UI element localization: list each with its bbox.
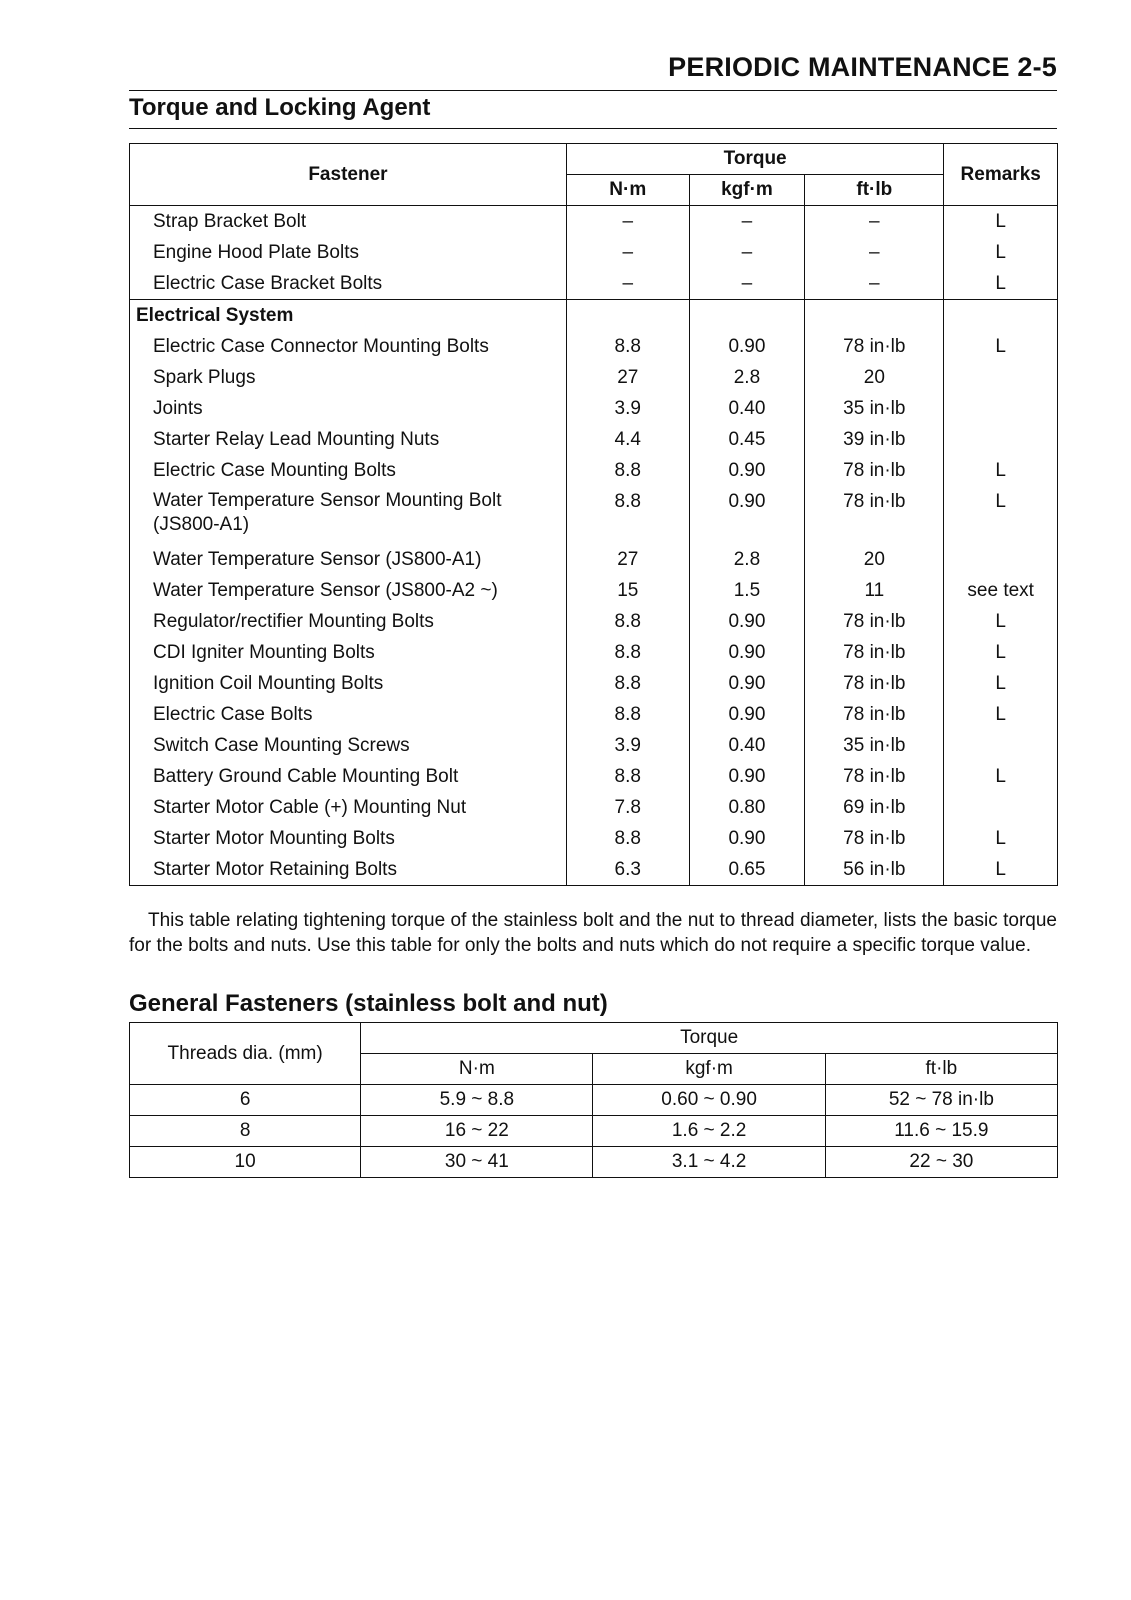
table-row <box>130 823 1058 854</box>
value-kgfm: 0.90 <box>689 455 805 486</box>
value-kgfm: 0.90 <box>689 331 805 362</box>
fastener-name: CDI Igniter Mounting Bolts <box>130 637 567 668</box>
value-ftlb: 22 ~ 30 <box>825 1147 1057 1178</box>
value-nm: 8.8 <box>566 699 689 730</box>
value-remarks: L <box>944 206 1058 238</box>
value-ftlb: 35 in·lb <box>805 393 944 424</box>
value-ftlb: – <box>805 206 944 238</box>
page-header <box>129 50 1057 91</box>
value-ftlb: 78 in·lb <box>805 486 944 544</box>
fastener-name: Ignition Coil Mounting Bolts <box>130 668 567 699</box>
value-remarks <box>944 393 1058 424</box>
general-fasteners-table <box>129 1022 1058 1178</box>
value-ftlb: 35 in·lb <box>805 730 944 761</box>
value-ftlb: 39 in·lb <box>805 424 944 455</box>
section-title: Torque and Locking Agent <box>129 92 1057 129</box>
value-kgfm: 0.90 <box>689 668 805 699</box>
value-nm: 16 ~ 22 <box>361 1116 593 1147</box>
fastener-name: Strap Bracket Bolt <box>130 206 567 238</box>
value-nm: 8.8 <box>566 823 689 854</box>
value-nm: 8.8 <box>566 486 689 544</box>
general-fasteners-title: General Fasteners (stainless bolt and nut) <box>129 990 608 1017</box>
table-row <box>130 1085 1058 1116</box>
value-nm: 30 ~ 41 <box>361 1147 593 1178</box>
value-remarks: L <box>944 455 1058 486</box>
table-row <box>130 792 1058 823</box>
value-nm: 27 <box>566 544 689 575</box>
value-kgfm: 0.90 <box>689 606 805 637</box>
fastener-name: Electric Case Bolts <box>130 699 567 730</box>
fastener-name: Starter Motor Cable (+) Mounting Nut <box>130 792 567 823</box>
value-nm: – <box>566 268 689 300</box>
table-row <box>130 331 1058 362</box>
fastener-name: Joints <box>130 393 567 424</box>
value-ftlb: 52 ~ 78 in·lb <box>825 1085 1057 1116</box>
value-kgfm: 0.40 <box>689 393 805 424</box>
value-ftlb: 11 <box>805 575 944 606</box>
note-paragraph: This table relating tightening torque of the stainless bolt and the nut to thread diameter, lists the basic torque for the bolts and nuts. Use this table for only the bolts and nuts which do not require a specific torque value. <box>129 910 1057 956</box>
value-ftlb: 78 in·lb <box>805 455 944 486</box>
value-remarks <box>944 544 1058 575</box>
header-ftlb: ft·lb <box>805 175 944 206</box>
value-nm: 5.9 ~ 8.8 <box>361 1085 593 1116</box>
value-kgfm: 0.90 <box>689 761 805 792</box>
value-remarks: L <box>944 637 1058 668</box>
header-fastener: Fastener <box>130 144 567 206</box>
value-remarks: L <box>944 761 1058 792</box>
header-nm: N·m <box>566 175 689 206</box>
table-row <box>130 393 1058 424</box>
fastener-name: Switch Case Mounting Screws <box>130 730 567 761</box>
fastener-name: Electric Case Mounting Bolts <box>130 455 567 486</box>
value-nm: 15 <box>566 575 689 606</box>
table-row <box>130 761 1058 792</box>
value-ftlb: 69 in·lb <box>805 792 944 823</box>
value-nm: 8.8 <box>566 331 689 362</box>
value-remarks: see text <box>944 575 1058 606</box>
value-ftlb: 78 in·lb <box>805 823 944 854</box>
value-remarks: L <box>944 268 1058 300</box>
table-row <box>130 1116 1058 1147</box>
fastener-name: Electric Case Connector Mounting Bolts <box>130 331 567 362</box>
value-remarks: L <box>944 606 1058 637</box>
value-remarks <box>944 792 1058 823</box>
value-ftlb: 78 in·lb <box>805 668 944 699</box>
value-nm: – <box>566 206 689 238</box>
header-nm: N·m <box>361 1054 593 1085</box>
value-remarks: L <box>944 237 1058 268</box>
table-row <box>130 455 1058 486</box>
value-remarks: L <box>944 823 1058 854</box>
fastener-name: Regulator/rectifier Mounting Bolts <box>130 606 567 637</box>
header-remarks: Remarks <box>944 144 1058 206</box>
table-row <box>130 268 1058 300</box>
value-kgfm: 1.6 ~ 2.2 <box>593 1116 825 1147</box>
header-kgfm: kgf·m <box>689 175 805 206</box>
table-row <box>130 1147 1058 1178</box>
value-nm: 4.4 <box>566 424 689 455</box>
value-kgfm: 0.90 <box>689 486 805 544</box>
fastener-name: Water Temperature Sensor (JS800-A1) <box>130 544 567 575</box>
value-nm: 6.3 <box>566 854 689 886</box>
value-kgfm: – <box>689 206 805 238</box>
thread-dia: 10 <box>130 1147 361 1178</box>
running-title: PERIODIC MAINTENANCE 2-5 <box>668 52 1057 82</box>
value-kgfm: 0.60 ~ 0.90 <box>593 1085 825 1116</box>
thread-dia: 6 <box>130 1085 361 1116</box>
table-row <box>130 730 1058 761</box>
value-kgfm: – <box>689 268 805 300</box>
value-ftlb: 20 <box>805 362 944 393</box>
value-nm: 8.8 <box>566 637 689 668</box>
value-nm: 8.8 <box>566 606 689 637</box>
fastener-name: Starter Relay Lead Mounting Nuts <box>130 424 567 455</box>
header-threads: Threads dia. (mm) <box>130 1023 361 1085</box>
value-ftlb: – <box>805 237 944 268</box>
fastener-name: Engine Hood Plate Bolts <box>130 237 567 268</box>
value-kgfm: 0.65 <box>689 854 805 886</box>
value-remarks: L <box>944 486 1058 544</box>
value-ftlb: 20 <box>805 544 944 575</box>
header-kgfm: kgf·m <box>593 1054 825 1085</box>
group-name: Electrical System <box>130 300 567 332</box>
fastener-name: Spark Plugs <box>130 362 567 393</box>
header-ftlb: ft·lb <box>825 1054 1057 1085</box>
value-nm: 3.9 <box>566 393 689 424</box>
table-row <box>130 362 1058 393</box>
table-row <box>130 606 1058 637</box>
table-row <box>130 206 1058 238</box>
value-nm: 27 <box>566 362 689 393</box>
value-ftlb: 56 in·lb <box>805 854 944 886</box>
value-ftlb: 78 in·lb <box>805 606 944 637</box>
header-torque: Torque <box>361 1023 1058 1054</box>
value-kgfm: 3.1 ~ 4.2 <box>593 1147 825 1178</box>
header-torque: Torque <box>566 144 944 175</box>
value-kgfm: 0.90 <box>689 699 805 730</box>
value-nm: 8.8 <box>566 455 689 486</box>
fastener-name-line2: (JS800-A1) <box>153 514 250 535</box>
value-remarks: L <box>944 668 1058 699</box>
value-ftlb: 78 in·lb <box>805 761 944 792</box>
value-kgfm: 0.45 <box>689 424 805 455</box>
value-ftlb: – <box>805 268 944 300</box>
table-row <box>130 486 1058 544</box>
value-ftlb: 11.6 ~ 15.9 <box>825 1116 1057 1147</box>
value-remarks: L <box>944 854 1058 886</box>
value-ftlb: 78 in·lb <box>805 637 944 668</box>
value-remarks: L <box>944 331 1058 362</box>
table-row <box>130 237 1058 268</box>
table-row <box>130 699 1058 730</box>
fastener-name: Electric Case Bracket Bolts <box>130 268 567 300</box>
value-kgfm: 2.8 <box>689 544 805 575</box>
value-kgfm: 0.80 <box>689 792 805 823</box>
value-kgfm: 2.8 <box>689 362 805 393</box>
value-remarks <box>944 362 1058 393</box>
value-nm: 8.8 <box>566 761 689 792</box>
thread-dia: 8 <box>130 1116 361 1147</box>
fastener-name-line1: Water Temperature Sensor Mounting Bolt <box>153 490 502 511</box>
value-nm: 8.8 <box>566 668 689 699</box>
table-row <box>130 854 1058 886</box>
value-nm: – <box>566 237 689 268</box>
value-remarks <box>944 424 1058 455</box>
value-nm: 3.9 <box>566 730 689 761</box>
fastener-name: Starter Motor Retaining Bolts <box>130 854 567 886</box>
torque-table <box>129 143 1058 886</box>
group-row <box>130 300 1058 332</box>
value-kgfm: – <box>689 237 805 268</box>
value-kgfm: 0.40 <box>689 730 805 761</box>
table-row <box>130 637 1058 668</box>
fastener-name: Starter Motor Mounting Bolts <box>130 823 567 854</box>
fastener-name: Water Temperature Sensor (JS800-A2 ~) <box>130 575 567 606</box>
table-row <box>130 424 1058 455</box>
table-row <box>130 575 1058 606</box>
fastener-name: Battery Ground Cable Mounting Bolt <box>130 761 567 792</box>
table-row <box>130 668 1058 699</box>
fastener-name <box>130 486 567 544</box>
value-remarks <box>944 730 1058 761</box>
table-row <box>130 544 1058 575</box>
value-ftlb: 78 in·lb <box>805 331 944 362</box>
value-nm: 7.8 <box>566 792 689 823</box>
value-kgfm: 0.90 <box>689 637 805 668</box>
value-kgfm: 0.90 <box>689 823 805 854</box>
value-kgfm: 1.5 <box>689 575 805 606</box>
value-ftlb: 78 in·lb <box>805 699 944 730</box>
value-remarks: L <box>944 699 1058 730</box>
